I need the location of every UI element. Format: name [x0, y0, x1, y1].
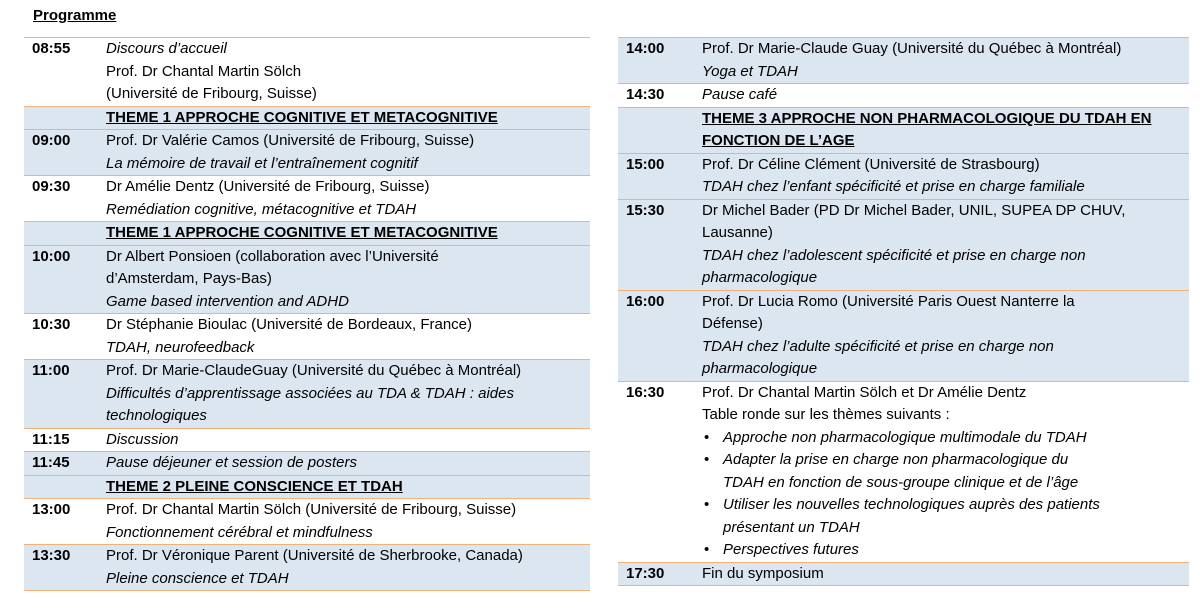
schedule-row [618, 291, 1189, 382]
topic-item [702, 449, 1185, 494]
schedule-row [24, 360, 590, 429]
speaker-line: Prof. Dr Lucia Romo (Université Paris Ouest Nanterre la [702, 292, 1075, 310]
time-cell: 14:30 [626, 86, 665, 103]
speaker-line: Prof. Dr Céline Clément (Université de Strasbourg) [702, 155, 1040, 173]
time-cell: 13:00 [32, 501, 71, 518]
bullet-icon: • [704, 541, 710, 558]
speaker-line: Prof. Dr Valérie Camos (Université de Fribourg, Suisse) [106, 132, 475, 149]
topic-item [702, 539, 1185, 562]
schedule-row [24, 176, 590, 222]
session-topic: pharmacologique [702, 360, 818, 377]
schedule-row [24, 37, 590, 107]
session-topic: pharmacologique [702, 269, 818, 286]
session-topic: Fonctionnement cérébral et mindfulness [106, 523, 373, 541]
session-cell [106, 452, 590, 475]
session-cell [106, 314, 590, 359]
speaker-line: Table ronde sur les thèmes suivants : [702, 406, 950, 423]
speaker-line: Lausanne) [702, 224, 773, 241]
topic-line: Perspectives futures [723, 541, 859, 558]
session-cell [106, 222, 590, 245]
schedule-row [24, 452, 590, 476]
speaker-line: Dr Michel Bader (PD Dr Michel Bader, UNIL, SUPEA DP CHUV, [702, 201, 1126, 219]
time-cell: 17:30 [626, 564, 665, 582]
bullet-icon: • [704, 428, 710, 446]
bullet-icon: • [704, 496, 710, 513]
time-cell: 16:30 [626, 383, 665, 401]
time-cell: 10:30 [32, 316, 71, 333]
session-topic: Remédiation cognitive, métacognitive et TDAH [106, 200, 417, 218]
time-cell: 16:00 [626, 292, 665, 310]
topic-line: Adapter la prise en charge non pharmacologique du [723, 451, 1069, 468]
time-cell [24, 476, 106, 499]
schedule-row [618, 84, 1189, 108]
time-cell: 09:30 [32, 178, 71, 195]
theme-heading: THEME 1 APPROCHE COGNITIVE ET METACOGNITIVE [106, 224, 498, 241]
time-cell [618, 108, 702, 153]
topic-line: présentant un TDAH [723, 518, 860, 536]
session-topic: TDAH chez l’adulte spécificité et prise en charge non [702, 337, 1054, 355]
session-cell [702, 382, 1189, 562]
session-cell [702, 291, 1189, 381]
time-cell: 11:15 [32, 430, 70, 448]
bullet-icon: • [704, 451, 710, 468]
session-cell [702, 154, 1189, 199]
session-cell [702, 108, 1189, 153]
page-title: Programme [33, 7, 117, 24]
speaker-line: (Université de Fribourg, Suisse) [106, 85, 317, 102]
schedule-row [24, 314, 590, 360]
speaker-line: Dr Stéphanie Bioulac (Université de Bordeaux, France) [106, 316, 473, 333]
time-cell: 15:00 [626, 155, 665, 173]
session-topic: Game based intervention and ADHD [106, 292, 349, 310]
speaker-line: Prof. Dr Marie-Claude Guay (Université du Québec à Montréal) [702, 40, 1122, 57]
theme-row [24, 107, 590, 131]
session-cell [106, 429, 590, 452]
speaker-line: Fin du symposium [702, 564, 824, 582]
speaker-line: Prof. Dr Chantal Martin Sölch et Dr Amélie Dentz [702, 383, 1027, 401]
time-cell: 13:30 [32, 547, 71, 564]
roundtable-topics [702, 427, 1185, 562]
session-cell [106, 176, 590, 221]
topic-line: TDAH en fonction de sous-groupe clinique et de l’âge [723, 473, 1079, 491]
topic-text [723, 539, 1185, 562]
session-topic: Pause déjeuner et session de posters [106, 454, 357, 471]
schedule-row [24, 545, 590, 591]
theme-row [618, 108, 1189, 154]
topic-item [702, 427, 1185, 450]
time-cell: 11:45 [32, 454, 70, 471]
time-cell: 15:30 [626, 201, 665, 219]
session-cell [106, 499, 590, 544]
topic-text [723, 494, 1185, 539]
schedule-row [24, 246, 590, 315]
session-cell [702, 38, 1189, 83]
theme-heading: THEME 1 APPROCHE COGNITIVE ET METACOGNITIVE [106, 108, 498, 126]
topic-item [702, 494, 1185, 539]
session-cell [702, 200, 1189, 290]
speaker-line: Dr Albert Ponsioen (collaboration avec l’Université [106, 247, 439, 265]
theme-heading: THEME 2 PLEINE CONSCIENCE ET TDAH [106, 477, 403, 495]
session-cell [106, 360, 590, 428]
time-cell: 14:00 [626, 40, 665, 57]
theme-heading: THEME 3 APPROCHE NON PHARMACOLOGIQUE DU TDAH EN FONCTION DE L’AGE [702, 109, 1152, 149]
schedule-row [618, 382, 1189, 563]
speaker-line: Prof. Dr Chantal Martin Sölch [106, 62, 302, 80]
topic-text [723, 449, 1185, 494]
time-cell: 08:55 [32, 40, 71, 57]
speaker-line: Prof. Dr Chantal Martin Sölch (Université de Fribourg, Suisse) [106, 501, 517, 518]
schedule-row [618, 154, 1189, 200]
session-cell [702, 84, 1189, 107]
session-topic: Discours d’accueil [106, 40, 227, 57]
session-topic: TDAH chez l’enfant spécificité et prise en charge familiale [702, 178, 1085, 195]
time-cell: 10:00 [32, 247, 71, 265]
theme-row [24, 476, 590, 500]
speaker-line: Prof. Dr Véronique Parent (Université de Sherbrooke, Canada) [106, 547, 523, 564]
schedule-row [618, 37, 1189, 84]
schedule-column-right [618, 37, 1189, 586]
session-cell [106, 545, 590, 590]
speaker-line: d’Amsterdam, Pays-Bas) [106, 270, 272, 287]
session-cell [106, 107, 590, 130]
time-cell [24, 107, 106, 130]
session-cell [106, 130, 590, 175]
schedule-column-left [24, 37, 590, 591]
session-topic: Discussion [106, 430, 179, 448]
schedule-row [24, 429, 590, 453]
schedule-row [618, 200, 1189, 291]
time-cell: 09:00 [32, 132, 71, 149]
session-topic: TDAH chez l’adolescent spécificité et prise en charge non [702, 246, 1086, 264]
session-cell [106, 476, 590, 499]
schedule-row [618, 563, 1189, 587]
session-cell [106, 38, 590, 106]
session-cell [106, 246, 590, 314]
time-cell: 11:00 [32, 362, 70, 379]
theme-row [24, 222, 590, 246]
session-topic: Pleine conscience et TDAH [106, 569, 289, 587]
session-topic: TDAH, neurofeedback [106, 338, 255, 356]
speaker-line: Dr Amélie Dentz (Université de Fribourg, Suisse) [106, 178, 430, 195]
speaker-line: Défense) [702, 315, 763, 332]
schedule-row [24, 499, 590, 545]
session-topic: Yoga et TDAH [702, 62, 798, 80]
session-topic: technologiques [106, 407, 207, 424]
topic-text [723, 427, 1185, 450]
speaker-line: Prof. Dr Marie-ClaudeGuay (Université du Québec à Montréal) [106, 362, 522, 379]
session-topic: La mémoire de travail et l’entraînement cognitif [106, 154, 418, 172]
time-cell [24, 222, 106, 245]
topic-line: Utiliser les nouvelles technologiques auprès des patients [723, 496, 1100, 513]
topic-line: Approche non pharmacologique multimodale du TDAH [723, 428, 1087, 446]
schedule-row [24, 130, 590, 176]
session-topic: Difficultés d’apprentissage associées au TDA & TDAH : aides [106, 384, 514, 402]
session-cell [702, 563, 1189, 586]
session-topic: Pause café [702, 86, 778, 103]
